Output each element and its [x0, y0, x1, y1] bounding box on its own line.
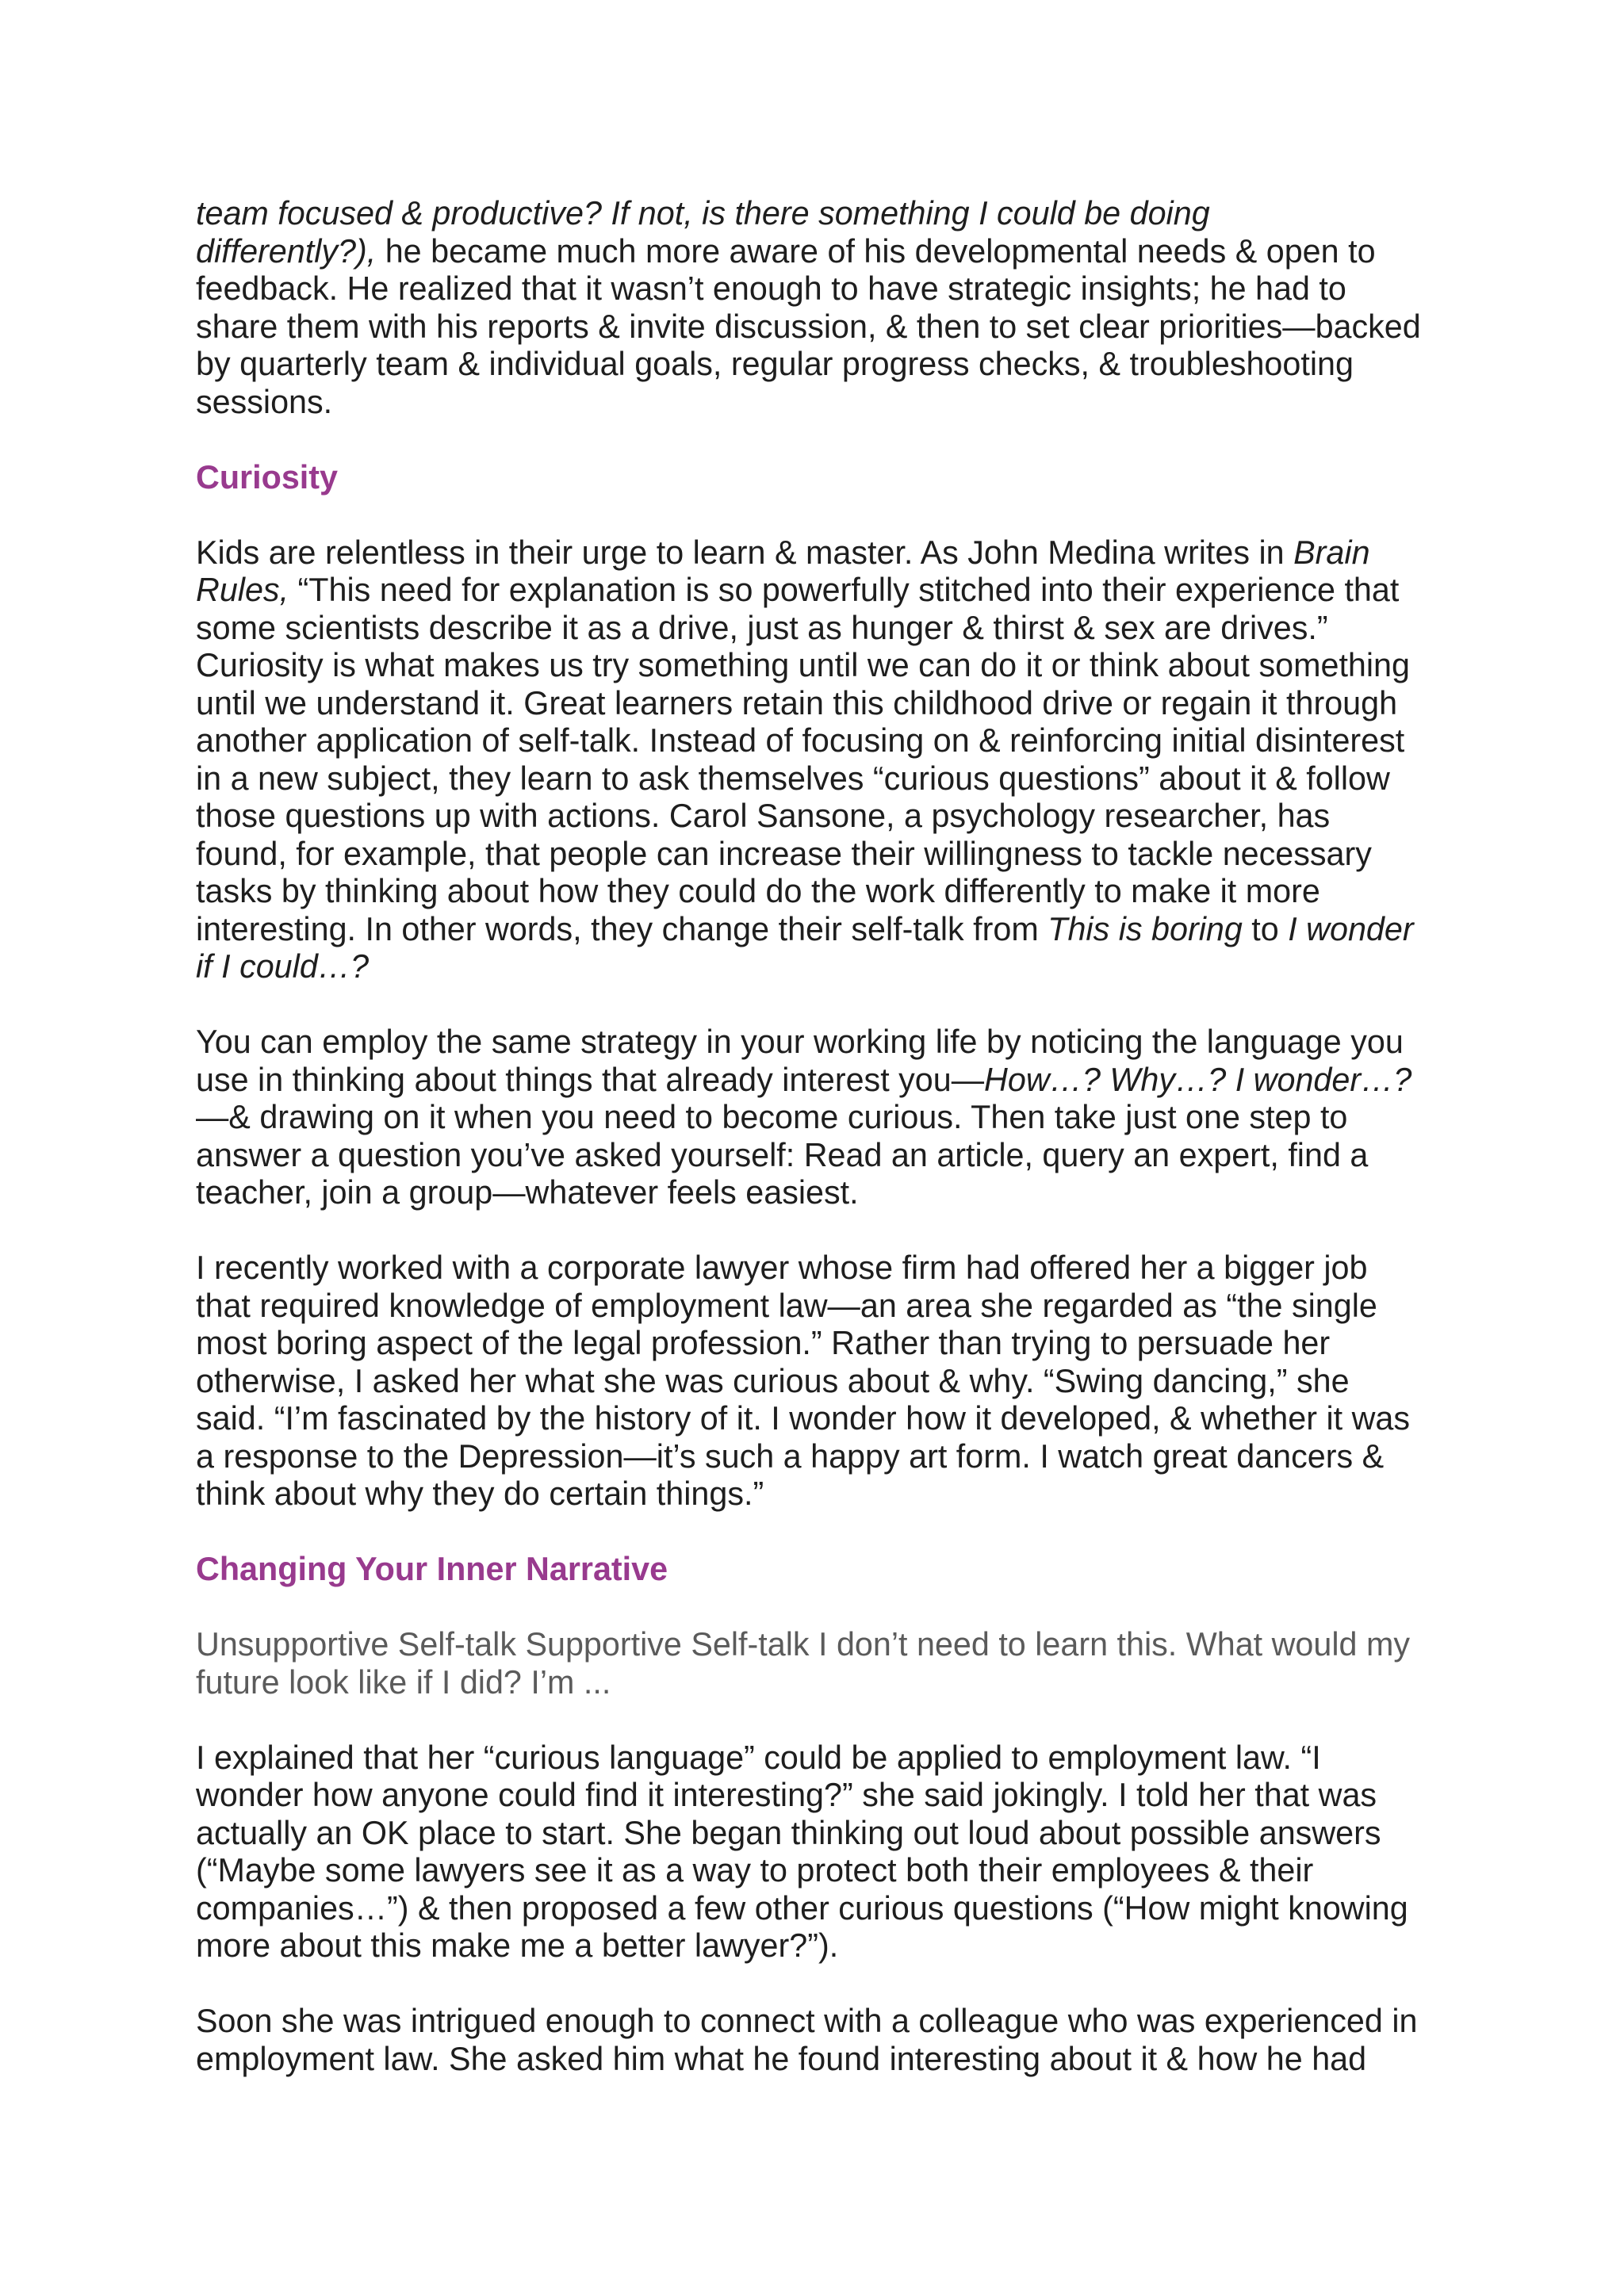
italic-text-run: This is boring	[1048, 910, 1243, 947]
body-paragraph	[196, 534, 1428, 986]
text-line	[196, 911, 1428, 949]
text-line: team focused & productive? If not, is there something I could be doing	[196, 195, 1210, 232]
text-line: found, for example, that people can increase their willingness to tackle necessary	[196, 835, 1372, 872]
text-line: answer a question you’ve asked yourself: Read an article, query an expert, find a	[196, 1136, 1369, 1173]
table-summary-text	[196, 1626, 1428, 1701]
text-run: to	[1242, 910, 1289, 947]
italic-text-run: Rules,	[196, 572, 289, 608]
body-paragraph	[196, 1024, 1428, 1212]
text-line: —& drawing on it when you need to become curious. Then take just one step to	[196, 1099, 1348, 1135]
section-heading-inner-narrative: Changing Your Inner Narrative	[196, 1551, 668, 1587]
text-line: those questions up with actions. Carol Sansone, a psychology researcher, has	[196, 798, 1331, 834]
text-line: if I could…?	[196, 948, 370, 985]
text-line: Unsupportive Self-talk Supportive Self-talk I don’t need to learn this. What would my	[196, 1626, 1411, 1663]
italic-text-run: differently?),	[196, 232, 377, 270]
text-line: that required knowledge of employment law—an area she regarded as “the single	[196, 1287, 1377, 1324]
text-line: some scientists describe it as a drive, just as hunger & thirst & sex are drives.”	[196, 609, 1328, 646]
text-run: Kids are relentless in their urge to learn & master. As John Medina writes in	[196, 534, 1294, 571]
text-line: (“Maybe some lawyers see it as a way to protect both their employees & their	[196, 1852, 1314, 1888]
text-line: wonder how anyone could find it interesting?” she said jokingly. I told her that was	[196, 1777, 1377, 1813]
text-line: think about why they do certain things.”	[196, 1475, 764, 1512]
text-line: another application of self-talk. Instead of focusing on & reinforcing initial disinterest	[196, 722, 1405, 759]
text-line	[196, 1062, 1428, 1100]
text-line: by quarterly team & individual goals, regular progress checks, & troubleshooting	[196, 346, 1354, 382]
text-line: I recently worked with a corporate lawyer whose firm had offered her a bigger job	[196, 1249, 1368, 1286]
text-line: teacher, join a group—whatever feels easiest.	[196, 1174, 859, 1211]
text-line: most boring aspect of the legal profession.” Rather than trying to persuade her	[196, 1325, 1331, 1361]
text-line: feedback. He realized that it wasn’t enough to have strategic insights; he had to	[196, 270, 1346, 307]
text-line: You can employ the same strategy in your working life by noticing the language you	[196, 1024, 1404, 1060]
italic-text-run: Brain	[1293, 534, 1370, 571]
text-line	[196, 233, 1428, 271]
text-line: a response to the Depression—it’s such a happy art form. I watch great dancers &	[196, 1437, 1385, 1475]
text-line: more about this make me a better lawyer?”).	[196, 1927, 839, 1964]
text-line: employment law. She asked him what he found interesting about it & how he had	[196, 2040, 1367, 2077]
text-line: until we understand it. Great learners retain this childhood drive or regain it through	[196, 684, 1398, 721]
text-line: share them with his reports & invite discussion, & then to set clear priorities—backed	[196, 308, 1421, 345]
text-line	[196, 572, 1428, 610]
text-line: actually an OK place to start. She began thinking out loud about possible answers	[196, 1814, 1381, 1851]
body-paragraph	[196, 2003, 1428, 2078]
text-line: future look like if I did? I’m ...	[196, 1663, 611, 1701]
text-line: Soon she was intrigued enough to connect with a colleague who was experienced in	[196, 2003, 1418, 2039]
text-line: said. “I’m fascinated by the history of it. I wonder how it developed, & whether it was	[196, 1400, 1411, 1437]
text-line: in a new subject, they learn to ask themselves “curious questions” about it & follow	[196, 760, 1390, 797]
text-run: use in thinking about things that already interest you—	[196, 1061, 985, 1098]
section-heading-curiosity: Curiosity	[196, 458, 338, 496]
body-paragraph	[196, 1739, 1428, 1965]
text-line	[196, 534, 1428, 572]
text-run: “This need for explanation is so powerfully stitched into their experience that	[289, 572, 1400, 608]
text-line: Curiosity is what makes us try something until we can do it or think about something	[196, 647, 1410, 683]
text-line: companies…”) & then proposed a few other curious questions (“How might knowing	[196, 1889, 1408, 1927]
body-paragraph	[196, 195, 1428, 421]
text-run: he became much more aware of his developmental needs & open to	[376, 232, 1376, 270]
text-line: I explained that her “curious language” could be applied to employment law. “I	[196, 1739, 1321, 1776]
text-line: sessions.	[196, 383, 333, 420]
italic-text-run: I wonder	[1288, 910, 1414, 947]
text-line: otherwise, I asked her what she was curious about & why. “Swing dancing,” she	[196, 1362, 1350, 1399]
text-run: interesting. In other words, they change their self-talk from	[196, 910, 1048, 947]
text-line: tasks by thinking about how they could do the work differently to make it more	[196, 873, 1320, 909]
body-paragraph	[196, 1249, 1428, 1513]
italic-text-run: How…? Why…? I wonder…?	[984, 1061, 1412, 1098]
